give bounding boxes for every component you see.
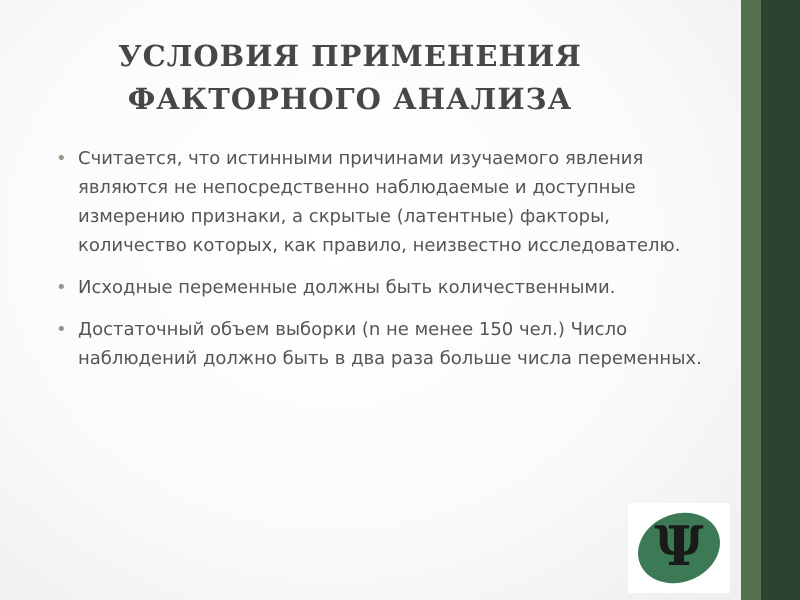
bullet-list <box>56 144 716 386</box>
bullet-text: Считается, что истинными причинами изучаемого явления являются не непосредственно наблюдаемые и доступные измерению признаки, а скрытые (латентные) факторы, количество которых, как правило, неизвестно исследователю. <box>78 148 681 256</box>
bullet-item <box>56 144 716 260</box>
psi-logo-icon <box>628 503 730 593</box>
accent-stripe-dark <box>761 0 800 600</box>
psi-symbol: Ψ <box>654 514 704 578</box>
bullet-marker: • <box>56 277 67 298</box>
bullet-marker: • <box>56 148 67 169</box>
bullet-text: Достаточный объем выборки (n не менее 150 чел.) Число наблюдений должно быть в два раза больше числа переменных. <box>78 319 702 369</box>
bullet-item <box>56 315 716 373</box>
title-line-1: УСЛОВИЯ ПРИМЕНЕНИЯ <box>118 39 582 73</box>
bullet-item <box>56 273 716 302</box>
bullet-text: Исходные переменные должны быть количественными. <box>78 277 616 298</box>
accent-stripe-light <box>741 0 761 600</box>
title-line-2: ФАКТОРНОГО АНАЛИЗА <box>127 82 573 116</box>
slide-title <box>60 35 640 121</box>
bullet-marker: • <box>56 319 67 340</box>
psi-logo-graphic <box>628 503 730 593</box>
